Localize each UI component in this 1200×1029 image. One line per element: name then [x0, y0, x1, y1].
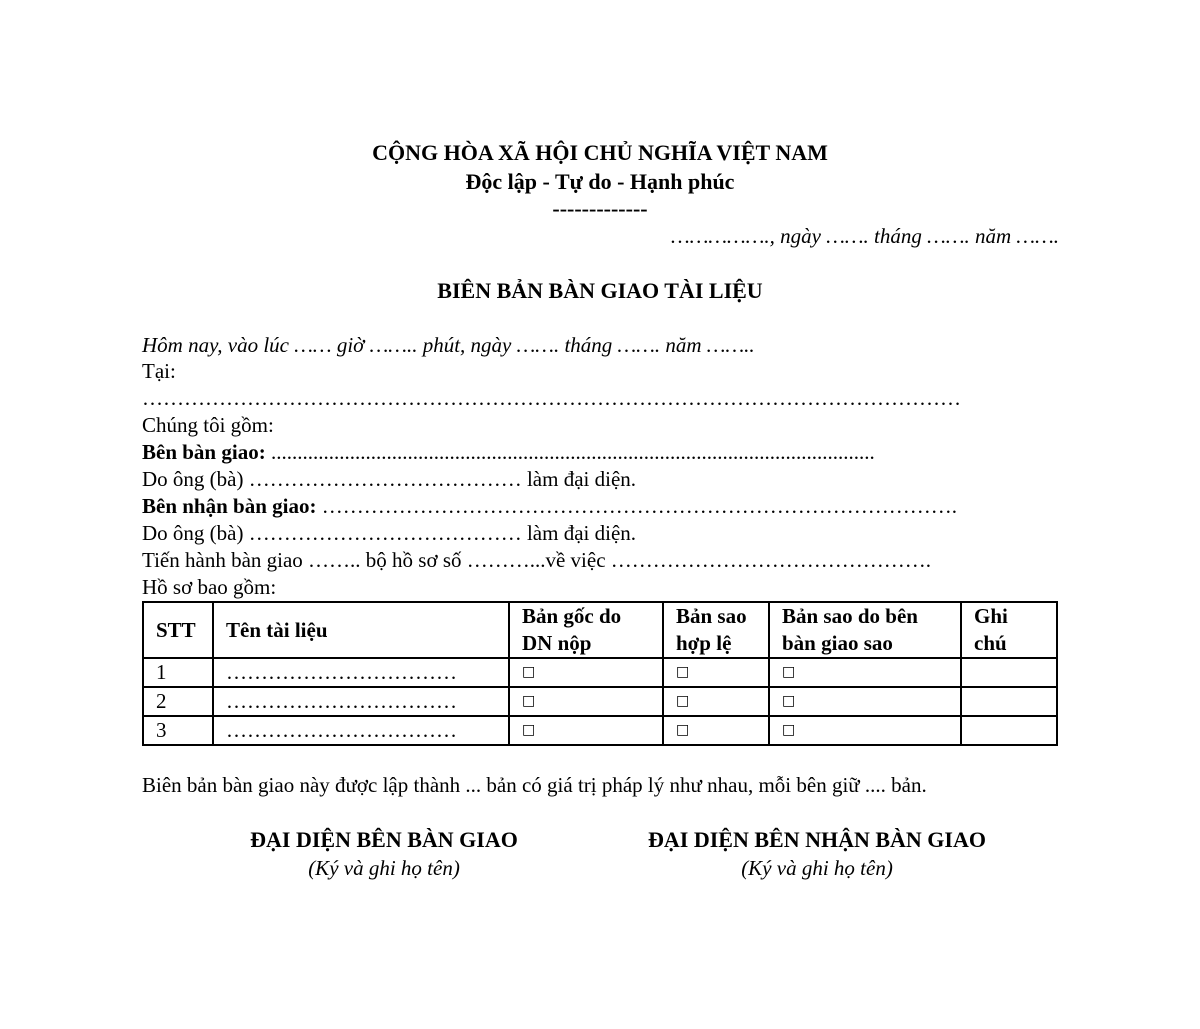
handover-signature-block — [232, 826, 536, 882]
header-note-line2: chú — [974, 631, 1007, 655]
receiver-representative: Do ông (bà) ………………………………… làm đại diện. — [142, 521, 637, 545]
records-table — [142, 601, 1058, 746]
header-valid-copy — [663, 602, 769, 658]
handover-signature-note: (Ký và ghi họ tên) — [308, 856, 460, 880]
receiver-signature-title: ĐẠI DIỆN BÊN NHẬN BÀN GIAO — [648, 827, 986, 852]
receiver-party-line — [142, 493, 957, 519]
checkbox-valid-copy[interactable]: □ — [663, 658, 769, 687]
checkbox-valid-copy[interactable]: □ — [663, 687, 769, 716]
cell-name: …………………………… — [213, 716, 509, 745]
cell-note — [961, 687, 1057, 716]
checkbox-handover-copy[interactable]: □ — [769, 687, 961, 716]
cell-stt: 3 — [143, 716, 213, 745]
table-row — [143, 716, 1057, 745]
handover-party-label: Bên bàn giao: — [142, 440, 266, 464]
checkbox-original[interactable]: □ — [509, 716, 663, 745]
time-line: Hôm nay, vào lúc …… giờ …….. phút, ngày ……. tháng ……. năm …….. — [142, 333, 755, 357]
national-title: CỘNG HÒA XÃ HỘI CHỦ NGHĨA VIỆT NAM — [372, 140, 828, 165]
header-separator: ------------- — [552, 196, 648, 221]
header-note-line1: Ghi — [974, 604, 1008, 628]
handover-party-dots: ................................................................................................................... — [265, 440, 875, 464]
table-header-row — [143, 602, 1057, 658]
receiver-signature-block — [630, 826, 1004, 882]
closing-statement: Biên bản bàn giao này được lập thành ... bản có giá trị pháp lý như nhau, mỗi bên giữ .... bản. — [142, 773, 927, 797]
place-date-line: ……………., ngày ……. tháng ……. năm ……. — [671, 224, 1059, 248]
checkbox-handover-copy[interactable]: □ — [769, 658, 961, 687]
cell-note — [961, 716, 1057, 745]
records-label: Hồ sơ bao gồm: — [142, 575, 277, 599]
header-valid-copy-line1: Bản sao — [676, 604, 747, 628]
cell-name: …………………………… — [213, 687, 509, 716]
cell-note — [961, 658, 1057, 687]
proceed-line: Tiến hành bàn giao …….. bộ hồ sơ số ………...về việc ………………………………………. — [142, 548, 932, 572]
header-stt: STT — [143, 602, 213, 658]
handover-party-line — [142, 439, 875, 465]
header-note — [961, 602, 1057, 658]
cell-stt: 1 — [143, 658, 213, 687]
header-handover-copy-line2: bàn giao sao — [782, 631, 893, 655]
place-dots: ……………………………………………………………………………………………………… — [142, 386, 961, 410]
cell-name: …………………………… — [213, 658, 509, 687]
members-label: Chúng tôi gồm: — [142, 413, 274, 437]
checkbox-handover-copy[interactable]: □ — [769, 716, 961, 745]
header-original-line1: Bản gốc do — [522, 604, 622, 628]
receiver-party-dots: ………………………………………………………………………………. — [316, 494, 957, 518]
table-row — [143, 687, 1057, 716]
handover-signature-title: ĐẠI DIỆN BÊN BÀN GIAO — [250, 827, 518, 852]
national-motto: Độc lập - Tự do - Hạnh phúc — [465, 169, 735, 194]
document-title: BIÊN BẢN BÀN GIAO TÀI LIỆU — [437, 278, 763, 303]
header-valid-copy-line2: hợp lệ — [676, 631, 732, 655]
cell-stt: 2 — [143, 687, 213, 716]
checkbox-original[interactable]: □ — [509, 658, 663, 687]
header-original-line2: DN nộp — [522, 631, 592, 655]
table-row — [143, 658, 1057, 687]
receiver-party-label: Bên nhận bàn giao: — [142, 494, 317, 518]
header-original — [509, 602, 663, 658]
checkbox-valid-copy[interactable]: □ — [663, 716, 769, 745]
header-handover-copy-line1: Bản sao do bên — [782, 604, 918, 628]
handover-representative: Do ông (bà) ………………………………… làm đại diện. — [142, 467, 637, 491]
checkbox-original[interactable]: □ — [509, 687, 663, 716]
place-label: Tại: — [142, 359, 176, 383]
receiver-signature-note: (Ký và ghi họ tên) — [741, 856, 893, 880]
header-name: Tên tài liệu — [213, 602, 509, 658]
header-handover-copy — [769, 602, 961, 658]
